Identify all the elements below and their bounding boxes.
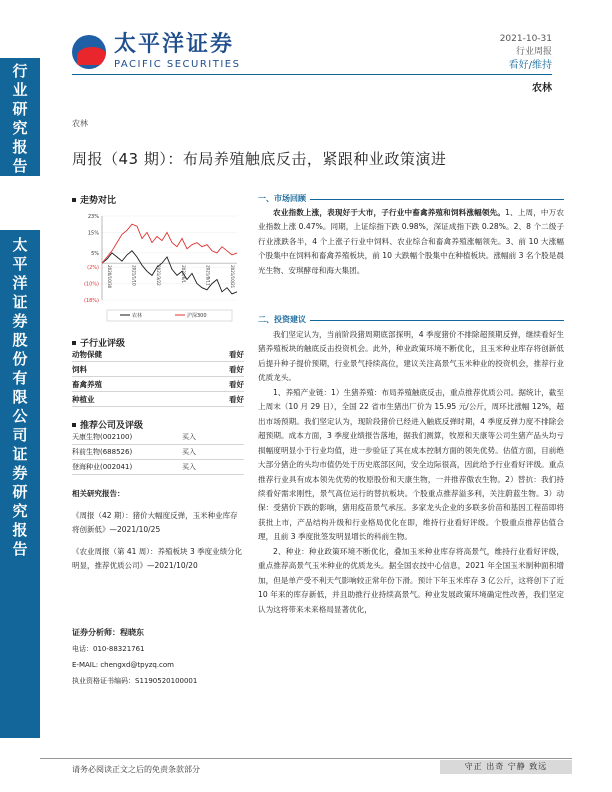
sidebar-top-char: 研 xyxy=(12,100,28,118)
x-tick-label: 2020/10/30 xyxy=(107,265,112,289)
company-motto: 守正 出奇 宁静 致远 xyxy=(440,760,572,774)
sidebar-bottom-char: 告 xyxy=(12,540,28,558)
company-name: 科前生物(688526) xyxy=(72,448,133,456)
company-name: 登海种业(002041) xyxy=(72,463,133,471)
analyst-heading: 证券分析师：程晓东 xyxy=(72,628,144,637)
rating-row xyxy=(72,377,244,392)
y-tick-label: 15% xyxy=(87,230,99,237)
market-section-bar xyxy=(258,193,564,204)
sidebar-bottom-char: 证 xyxy=(12,293,28,311)
sidebar-company-report xyxy=(0,230,40,738)
market-section-label: 一、市场回顾 xyxy=(258,193,310,204)
related-reports xyxy=(72,487,244,581)
rating-row xyxy=(72,347,244,362)
sub-industry-rating: 看好 xyxy=(229,364,244,374)
y-tick-label: (2%) xyxy=(87,265,99,272)
y-tick-label: 5% xyxy=(91,250,99,257)
advice-paragraph-1: 我们坚定认为，当前阶段猪周期底部探明，4 季度猪价不排除超预期反弹，继续看好生猪养殖板块的触底反击投资机会。此外，种业政策环境不断优化，且玉米种业库存将创新低后提升种子提价预期，行业景气持续高位，建议关注高景气玉米种业的投资机会，推荐行业优质龙头。 xyxy=(258,330,564,383)
sidebar-bottom-char: 份 xyxy=(12,350,28,368)
sub-rating-heading-text: 子行业评级 xyxy=(80,339,126,349)
page-title: 周报（43 期）：布局养殖触底反击，紧跟种业政策演进 xyxy=(72,150,447,168)
legend-label: 农林 xyxy=(132,313,143,319)
report-date: 2021-10-31 xyxy=(499,34,552,44)
company-rating: 买入 xyxy=(182,448,196,456)
sidebar-bottom-char: 太 xyxy=(12,236,28,254)
company-rating: 买入 xyxy=(182,433,196,441)
advice-paragraph-3: 2、种业：种业政策环境不断优化，叠加玉米种业库存将高景气，维持行业看好评级，重点推荐高景气玉米种业的优质龙头。据全国农技中心信息，2021 年全国玉米制种面积增加，但是单产受不利天气影响较正常年份下滑。预计下年玉米库存 3 亿公斤，这将创下了近 10 年来的库存新低，并且助推行业持续高景气。种业发展政策环境确定性改善，我们坚定认为这将带来未来格局显著优化， xyxy=(258,546,564,614)
sidebar-bottom-char: 研 xyxy=(12,483,28,501)
rating-row xyxy=(72,362,244,377)
trend-heading-text: 走势对比 xyxy=(80,196,117,206)
market-body: 1、上周，中万农业指数上涨 0.47%。同期，上证综指下跌 0.98%，深证成指下跌 0.28%。2、8 个二级子行业涨跌各半，4 个上涨子行业中饲料、农业综合和畜禽养殖涨幅领先。3、前 10 大涨幅个股集中在饲料和畜禽养殖板块，前 10 大跌幅个股集中在种植板块。涨幅前 3 名个股是晨光生物、安琪酵母和海大集团。 xyxy=(258,208,564,275)
sidebar-bottom-char: 究 xyxy=(12,502,28,520)
bullet-icon xyxy=(72,341,76,345)
company-logo xyxy=(72,33,240,70)
sub-industry-name: 饲料 xyxy=(72,364,87,374)
sidebar-bottom-char: 股 xyxy=(12,331,28,349)
recommend-table xyxy=(72,430,244,475)
analyst-info xyxy=(72,625,244,689)
market-lead: 农业指数上涨，表现好于大市，子行业中畜禽养殖和饲料涨幅领先。 xyxy=(273,208,506,217)
sidebar-top-char: 究 xyxy=(12,119,28,137)
sub-industry-name: 种植业 xyxy=(72,394,95,404)
sidebar-bottom-char: 洋 xyxy=(12,274,28,292)
sidebar-bottom-char: 公 xyxy=(12,407,28,425)
related-item-1[interactable]: 《周报（42 期）：猪价大幅度反弹，玉米种业库存将创新低》—2021/10/25 xyxy=(72,511,238,534)
advice-section-label: 二、投资建议 xyxy=(258,314,310,325)
sub-industry-rating: 看好 xyxy=(229,349,244,359)
sidebar-bottom-char: 证 xyxy=(12,445,28,463)
logo-chinese-name: 太平洋证券 xyxy=(114,32,235,57)
sidebar-top-char: 业 xyxy=(12,81,28,99)
sub-industry-rating: 看好 xyxy=(229,394,244,404)
industry-rating: 看好/维持 xyxy=(508,60,552,71)
industry-tag: 农林 xyxy=(532,83,552,94)
sidebar-top-char: 行 xyxy=(12,62,28,80)
recommend-heading-text: 推荐公司及评级 xyxy=(80,421,144,431)
footer-divider xyxy=(40,758,572,759)
rating-row xyxy=(72,392,244,407)
investment-advice xyxy=(258,328,564,617)
series-line-沪深300 xyxy=(102,224,237,263)
trend-chart xyxy=(72,208,244,328)
logo-english-name: PACIFIC SECURITIES xyxy=(114,59,241,70)
analyst-phone: 电话：010-88321761 xyxy=(72,645,145,653)
sidebar-bottom-char: 报 xyxy=(12,521,28,539)
sidebar-bottom-char: 司 xyxy=(12,426,28,444)
company-rating: 买入 xyxy=(182,463,196,471)
x-tick-label: 2021/10/21 xyxy=(230,265,235,289)
sidebar-bottom-char: 有 xyxy=(12,369,28,387)
legend-label: 沪深300 xyxy=(187,313,207,319)
trend-heading xyxy=(72,193,116,206)
header-divider xyxy=(72,74,552,75)
report-type: 行业周报 xyxy=(515,47,552,57)
recommend-row xyxy=(72,460,244,475)
y-tick-label: (18%) xyxy=(83,298,99,304)
sidebar-industry-report xyxy=(0,58,40,176)
analyst-license: 执业资格证书编码：S1190520100001 xyxy=(72,677,198,685)
related-heading: 相关研究报告： xyxy=(72,489,125,498)
report-meta xyxy=(500,33,552,73)
sidebar-top-char: 报 xyxy=(12,138,28,156)
sub-industry-rating: 看好 xyxy=(229,379,244,389)
logo-emblem-icon xyxy=(72,35,106,69)
market-review xyxy=(258,206,564,278)
x-tick-label: 2021/8/11 xyxy=(205,265,211,286)
x-tick-label: 2021/6/1 xyxy=(180,265,186,284)
disclaimer-notice: 请务必阅读正文之后的免责条款部分 xyxy=(72,765,200,774)
sidebar-bottom-char: 券 xyxy=(12,464,28,482)
y-tick-label: (10%) xyxy=(83,281,99,288)
series-line-农林 xyxy=(102,251,237,294)
bullet-icon xyxy=(72,423,76,427)
company-name: 天康生物(002100) xyxy=(72,433,133,441)
x-tick-label: 2021/3/22 xyxy=(156,265,162,286)
recommend-row xyxy=(72,430,244,445)
sub-industry-name: 畜禽养殖 xyxy=(72,379,102,389)
advice-section-bar xyxy=(258,314,564,325)
x-tick-label: 2021/1/10 xyxy=(131,265,137,286)
sidebar-bottom-char: 券 xyxy=(12,312,28,330)
sidebar-top-char: 告 xyxy=(12,157,28,175)
sidebar-bottom-char: 限 xyxy=(12,388,28,406)
related-item-2[interactable]: 《农业周报（第 41 周）：养殖板块 3 季度业绩分化明显，推荐优质公司》—2021/10/20 xyxy=(72,547,243,570)
bullet-icon xyxy=(72,198,76,202)
analyst-email[interactable]: E-MAIL: chengxd@tpyzq.com xyxy=(72,661,175,669)
sub-industry-name: 动物保健 xyxy=(72,349,102,359)
category-label: 农林 xyxy=(72,119,88,128)
y-tick-label: 23% xyxy=(87,214,99,220)
recommend-row xyxy=(72,445,244,460)
advice-paragraph-2: 1、养殖产业链：1）生猪养殖：布局养殖触底反击，重点推荐优质公司。据统计，截至上周末（10 月 29 日），全国 22 省市生猪出厂价为 15.95 元/公斤，周环比涨幅 12%，超出市场预期。我们坚定认为，现阶段猪价已经进入触底反弹时期，4 季度反弹力度不排除会超预期。成本方面，3 季度业绩报告落地，据我们测算，牧原和天康等公司生猪产品头均亏损幅度明显小于行业均值，进一步验证了其在成本控制方面的领先优势。估值方面，目前绝大部分猪企的头均市值仍处于历史底部区间，安全边际很高，因此给予行业看好评级。重点推荐行业具有成本领先优势的牧原股份和天康生物，一并推荐傲农生物。2）替抗：我们持续看好需求刚性，景气高位运行的替抗板块。个股重点推荐溢多利，关注蔚蓝生物。3）动保：受猪价下跌的影响，猪用疫苗景气承压。多家龙头企业的多联多价苗和基因工程苗即将获批上市，产品结构升级和行业格局优化在即，维持行业看好评级。个股重点推荐估值合理，且前 3 季度批签发明显增长的科前生物。 xyxy=(258,387,564,542)
sidebar-bottom-char: 平 xyxy=(12,255,28,273)
sub-rating-table xyxy=(72,347,244,407)
